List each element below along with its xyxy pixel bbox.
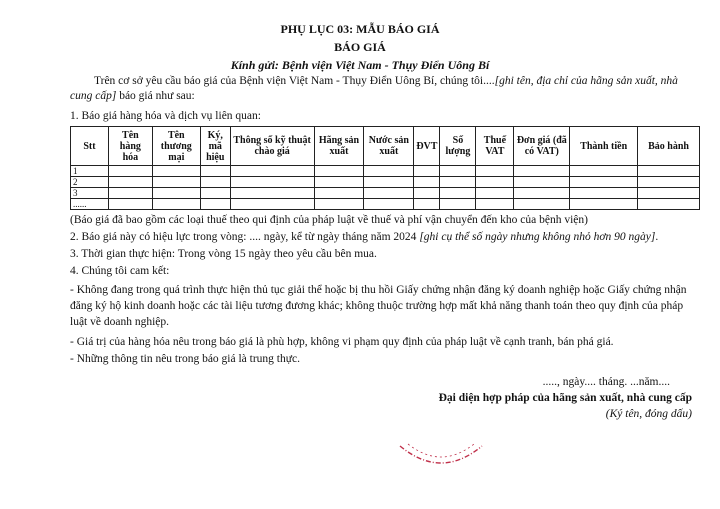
header-cell: Thành tiền (570, 127, 638, 166)
section-2-validity (70, 231, 710, 243)
header-cell: Số lượng (440, 127, 476, 166)
table-row (71, 166, 700, 177)
table-row (71, 188, 700, 199)
validity-hint: [ghi cụ thể số ngày nhưng không nhỏ hơn 90 ngày] (419, 231, 656, 243)
section-3-delivery: 3. Thời gian thực hiện: Trong vòng 15 ngày theo yêu cầu bên mua. (70, 248, 377, 260)
row-number: 1 (71, 166, 109, 177)
row-number: 3 (71, 188, 109, 199)
signer-title: Đại diện hợp pháp của hãng sản xuất, nhà cung cấp (438, 392, 692, 404)
header-cell: Ký, mã hiệu (200, 127, 230, 166)
document-title: BÁO GIÁ (334, 40, 386, 54)
header-cell: Thông số kỹ thuật chào giá (230, 127, 314, 166)
commitment-item: - Những thông tin nêu trong báo giá là trung thực. (70, 353, 300, 365)
header-cell: Hãng sản xuất (314, 127, 364, 166)
table-row (71, 177, 700, 188)
intro-tail: báo giá như sau: (116, 90, 195, 102)
row-number: ...... (71, 199, 109, 210)
commitment-item: - Giá trị của hàng hóa nêu trong báo giá là phù hợp, không vi phạm quy định của pháp luật về cạnh tranh, bán phá giá. (70, 336, 614, 348)
signature-date: ....., ngày.... tháng. ...năm.... (542, 376, 670, 388)
header-cell: Stt (71, 127, 109, 166)
header-cell: Tên hàng hóa (108, 127, 152, 166)
recipient-line: Kính gửi: Bệnh viện Việt Nam - Thụy Điển Uông Bí (230, 58, 490, 72)
validity-text: 2. Báo giá này có hiệu lực trong vòng: .... ngày, kể từ ngày tháng năm 2024 (70, 231, 420, 243)
table-row (71, 199, 700, 210)
header-cell: Thuế VAT (476, 127, 514, 166)
intro-paragraph (70, 74, 700, 104)
header-cell: Nước sản xuất (364, 127, 414, 166)
section-4-heading: 4. Chúng tôi cam kết: (70, 265, 170, 277)
header-cell: Đơn giá (đã có VAT) (514, 127, 570, 166)
tax-note: (Báo giá đã bao gồm các loại thuế theo qui định của pháp luật về thuế và phí vận chuyển đến kho của bệnh viện) (70, 214, 588, 226)
quotation-table (70, 126, 700, 210)
intro-hint: [ghi tên, địa chỉ của hãng sản xuất, nhà cung cấp] (70, 75, 678, 102)
header-cell: Tên thương mại (152, 127, 200, 166)
validity-tail: . (655, 231, 659, 243)
stamp-fragment-icon (396, 440, 486, 480)
signature-hint: (Ký tên, đóng dấu) (605, 408, 692, 420)
appendix-heading: PHỤ LỤC 03: MẪU BÁO GIÁ (280, 22, 440, 36)
header-cell: ĐVT (414, 127, 440, 166)
row-number: 2 (71, 177, 109, 188)
section-1-heading: 1. Báo giá hàng hóa và dịch vụ liên quan: (70, 110, 261, 122)
table-header-row (71, 127, 700, 166)
commitment-item: - Không đang trong quá trình thực hiện thủ tục giải thể hoặc bị thu hồi Giấy chứng nhận đăng ký doanh nghiệp hoặc Giấy chứng nhận đăng ký hộ kinh doanh hoặc các tài liệu tương đương khác; không thuộc trường hợp mất khả năng thanh toán theo quy định của pháp luật về doanh nghiệp. (70, 284, 687, 328)
intro-text: Trên cơ sở yêu cầu báo giá của Bệnh viện Việt Nam - Thụy Điển Uông Bí, chúng tôi.... (94, 75, 495, 87)
header-cell: Bảo hành (638, 127, 700, 166)
